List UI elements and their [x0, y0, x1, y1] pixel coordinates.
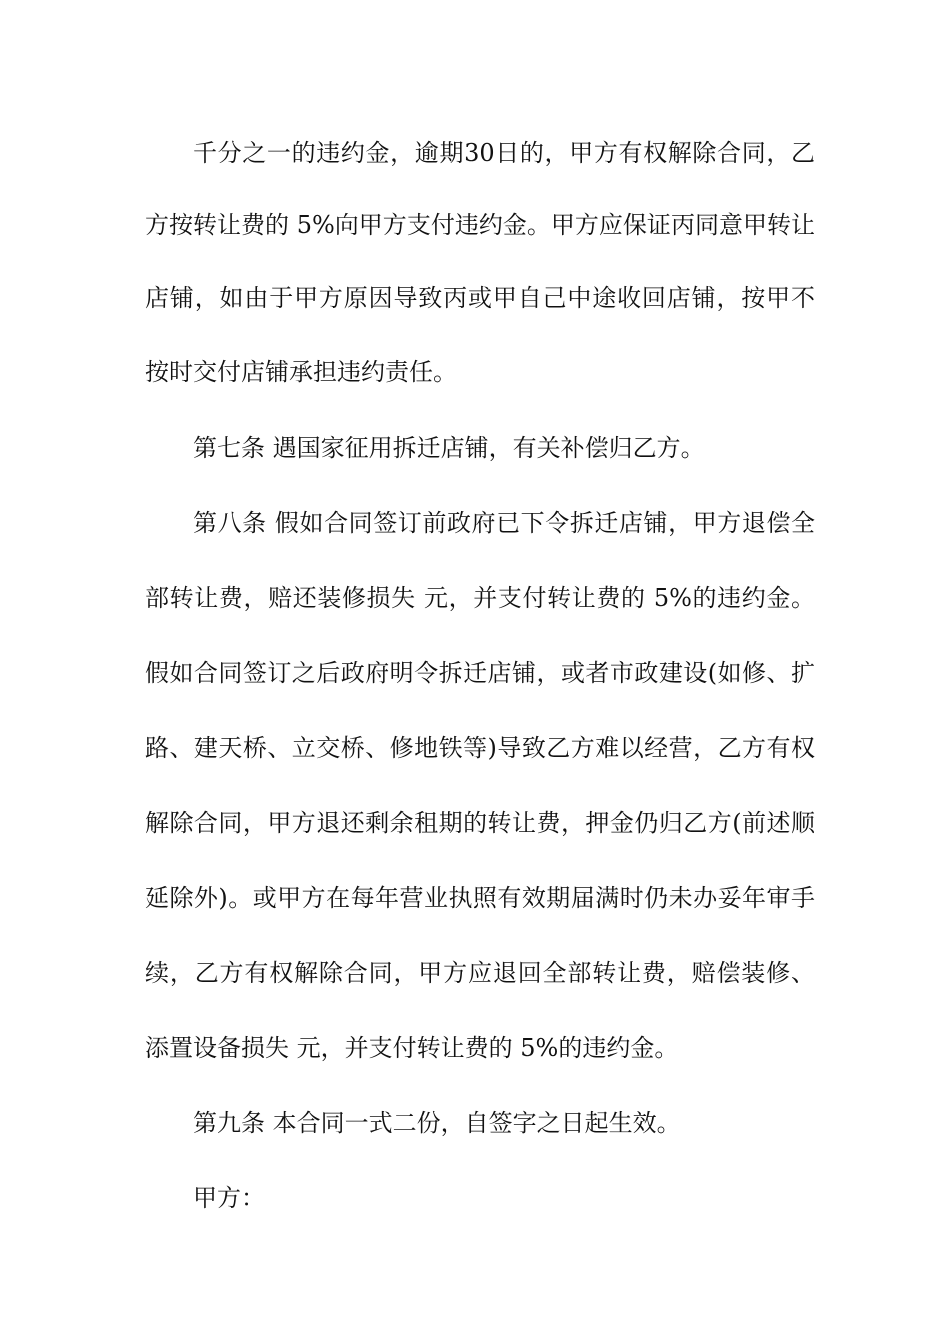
clause-7: 第七条 遇国家征用拆迁店铺，有关补偿归乙方。 — [193, 434, 705, 462]
text-line: 续，乙方有权解除合同，甲方应退回全部转让费，赔偿装修、 — [145, 959, 815, 987]
party-a-label: 甲方： — [193, 1184, 265, 1212]
text-line: 部转让费，赔还装修损失 元，并支付转让费的 5%的违约金。 — [145, 584, 815, 612]
text-line: 按时交付店铺承担违约责任。 — [145, 358, 457, 386]
text-line: 方按转让费的 5%向甲方支付违约金。甲方应保证丙同意甲转让 — [145, 211, 815, 239]
text-line: 添置设备损失 元，并支付转让费的 5%的违约金。 — [145, 1034, 679, 1062]
text-line: 店铺，如由于甲方原因导致丙或甲自己中途收回店铺，按甲不 — [145, 284, 815, 312]
clause-9: 第九条 本合同一式二份，自签字之日起生效。 — [193, 1109, 681, 1137]
text-line: 延除外)。或甲方在每年营业执照有效期届满时仍未办妥年审手 — [145, 884, 815, 912]
text-line: 千分之一的违约金，逾期30日的，甲方有权解除合同，乙 — [193, 139, 815, 167]
text-line: 路、建天桥、立交桥、修地铁等)导致乙方难以经营，乙方有权 — [145, 734, 815, 762]
text-line: 解除合同，甲方退还剩余租期的转让费，押金仍归乙方(前述顺 — [145, 809, 815, 837]
clause-8: 第八条 假如合同签订前政府已下令拆迁店铺，甲方退偿全 — [193, 509, 815, 537]
text-line: 假如合同签订之后政府明令拆迁店铺，或者市政建设(如修、扩 — [145, 659, 815, 687]
